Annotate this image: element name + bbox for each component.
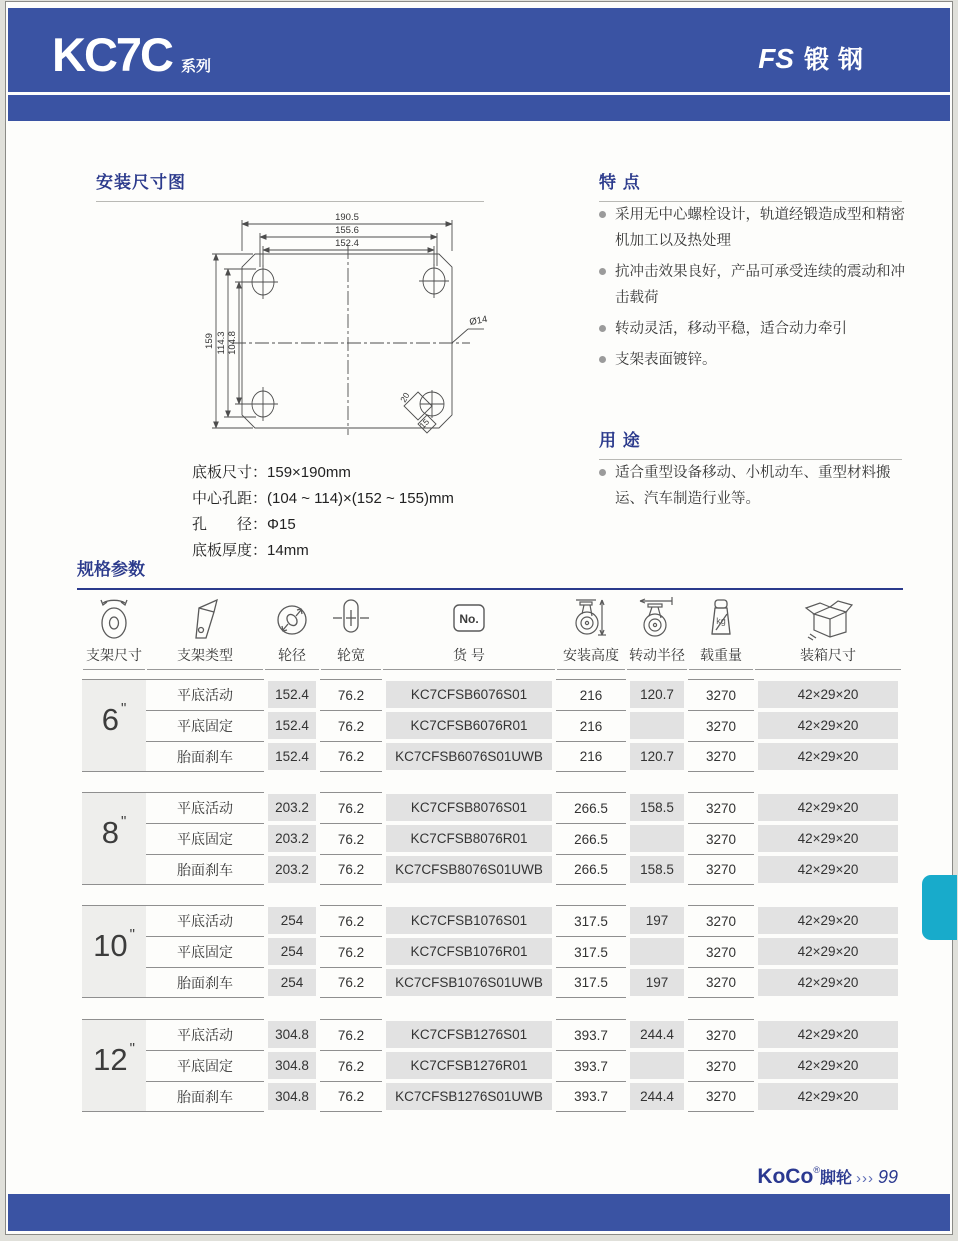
bracket-type-cell: 平底固定	[146, 936, 264, 967]
col-bracket-type	[147, 592, 263, 670]
value-cell: 42×29×20	[758, 969, 898, 996]
col-label: 装箱尺寸	[800, 647, 856, 663]
col-label: 支架尺寸	[86, 647, 142, 663]
dim-top-3: 152.4	[335, 238, 359, 249]
col-label: 轮径	[278, 647, 306, 663]
header-subband	[8, 95, 950, 121]
spec-value: (104 ~ 114)×(152 ~ 155)mm	[267, 490, 454, 507]
bracket-type-cell: 平底固定	[146, 823, 264, 854]
value-cell: 76.2	[320, 854, 382, 885]
bullet-dot-icon	[599, 469, 606, 476]
catalog-page	[5, 1, 953, 1235]
bracket-type-cell: 胎面刹车	[146, 1081, 264, 1112]
mounting-height-icon	[568, 593, 614, 643]
brand-suffix: 脚轮	[819, 1170, 852, 1187]
value-cell: 152.4	[268, 743, 316, 770]
col-turning-radius	[627, 592, 687, 670]
dim-top-1: 190.5	[335, 212, 359, 223]
dim-left-3: 104.8	[227, 331, 238, 355]
load-capacity-icon	[700, 593, 742, 643]
value-cell: 3270	[688, 1050, 754, 1081]
col-label: 转动半径	[629, 647, 685, 663]
value-cell: 304.8	[268, 1052, 316, 1079]
value-cell: 203.2	[268, 825, 316, 852]
bracket-type-cell: 平底活动	[146, 679, 264, 710]
value-cell	[630, 825, 684, 852]
spec-label: 中心孔距：	[192, 490, 268, 507]
value-cell: 203.2	[268, 794, 316, 821]
col-load-capacity	[689, 592, 753, 670]
dim-top-2: 155.6	[335, 225, 359, 236]
bullet-text: 支架表面镀锌。	[615, 352, 717, 368]
svg-text:kg: kg	[716, 616, 726, 626]
value-cell: 317.5	[556, 905, 626, 936]
bracket-type-cell: 胎面刹车	[146, 854, 264, 885]
col-label: 支架类型	[177, 647, 233, 663]
value-cell: KC7CFSB1076S01	[386, 907, 552, 934]
value-cell: 76.2	[320, 1019, 382, 1050]
value-cell: KC7CFSB1076R01	[386, 938, 552, 965]
spec-group-6in	[82, 679, 902, 772]
value-cell: 197	[630, 969, 684, 996]
bullet-text: 采用无中心螺栓设计，轨道经锻造成型和精密机加工以及热处理	[615, 207, 905, 249]
spec-group-8in	[82, 792, 902, 885]
section-title-features: 特 点	[599, 168, 902, 202]
value-cell: 3270	[688, 792, 754, 823]
value-cell: 393.7	[556, 1050, 626, 1081]
value-cell: 42×29×20	[758, 1021, 898, 1048]
value-cell: 317.5	[556, 936, 626, 967]
value-cell: KC7CFSB8076S01UWB	[386, 856, 552, 883]
value-cell: 76.2	[320, 710, 382, 741]
spec-label: 孔 径：	[192, 516, 268, 533]
bracket-type-cell: 平底活动	[146, 792, 264, 823]
group-size-label: 10 "	[82, 905, 146, 998]
bullet-dot-icon	[599, 268, 606, 275]
value-cell: 3270	[688, 823, 754, 854]
plate-spec-line	[192, 512, 454, 538]
col-label: 载重量	[700, 647, 742, 663]
value-cell: 42×29×20	[758, 681, 898, 708]
value-cell: 42×29×20	[758, 794, 898, 821]
section-title-applications: 用 途	[599, 426, 902, 460]
bullet-dot-icon	[599, 356, 606, 363]
value-cell: 216	[556, 710, 626, 741]
value-cell: KC7CFSB1076S01UWB	[386, 969, 552, 996]
value-cell: 244.4	[630, 1083, 684, 1110]
bullet-item	[599, 316, 907, 342]
value-cell: 76.2	[320, 823, 382, 854]
footer-band	[8, 1194, 950, 1231]
col-carton-size	[755, 592, 901, 670]
plate-spec-line	[192, 486, 454, 512]
value-cell	[630, 1052, 684, 1079]
value-cell	[630, 938, 684, 965]
swivel-size-icon	[93, 593, 135, 643]
hole-dia-label: Ø14	[468, 314, 489, 328]
hole-dia-leader	[452, 329, 468, 343]
bullet-text: 适合重型设备移动、小机动车、重型材料搬运、汽车制造行业等。	[615, 465, 891, 507]
value-cell	[630, 712, 684, 739]
value-cell: 76.2	[320, 905, 382, 936]
value-cell: 3270	[688, 710, 754, 741]
value-cell: 42×29×20	[758, 1083, 898, 1110]
value-cell: 76.2	[320, 936, 382, 967]
value-cell: 3270	[688, 1019, 754, 1050]
bracket-type-cell: 平底活动	[146, 905, 264, 936]
value-cell: 266.5	[556, 854, 626, 885]
value-cell: 3270	[688, 741, 754, 772]
value-cell: 266.5	[556, 823, 626, 854]
value-cell: KC7CFSB1276R01	[386, 1052, 552, 1079]
value-cell: 158.5	[630, 856, 684, 883]
col-label: 货 号	[453, 647, 485, 663]
brand-logo: KoCo	[757, 1165, 814, 1188]
value-cell: 3270	[688, 967, 754, 998]
bracket-type-cell: 胎面刹车	[146, 967, 264, 998]
bullet-text: 抗冲击效果良好，产品可承受连续的震动和冲击载荷	[615, 264, 905, 306]
value-cell: 152.4	[268, 712, 316, 739]
value-cell: 254	[268, 907, 316, 934]
value-cell: 304.8	[268, 1021, 316, 1048]
spec-label: 底板尺寸：	[192, 464, 268, 481]
header-band	[8, 8, 950, 92]
slot-dim-15: 15	[417, 416, 432, 431]
value-cell: 393.7	[556, 1019, 626, 1050]
spec-value: 159×190mm	[267, 464, 351, 481]
value-cell: 393.7	[556, 1081, 626, 1112]
group-size-label: 8 "	[82, 792, 146, 885]
spec-label: 底板厚度：	[192, 542, 268, 559]
value-cell: 76.2	[320, 1081, 382, 1112]
turning-radius-icon	[634, 593, 680, 643]
value-cell: 42×29×20	[758, 1052, 898, 1079]
part-number-icon	[446, 593, 492, 643]
value-cell: 42×29×20	[758, 743, 898, 770]
footer-logo-line	[757, 1165, 898, 1189]
value-cell: 197	[630, 907, 684, 934]
svg-text:No.: No.	[459, 612, 479, 626]
bullet-item	[599, 347, 907, 373]
value-cell: KC7CFSB8076R01	[386, 825, 552, 852]
group-size-label: 12 "	[82, 1019, 146, 1112]
value-cell: KC7CFSB6076R01	[386, 712, 552, 739]
col-label: 安装高度	[563, 647, 619, 663]
spec-value: 14mm	[267, 542, 309, 559]
bullet-item	[599, 259, 907, 311]
value-cell: 76.2	[320, 741, 382, 772]
material-title	[758, 40, 872, 76]
dim-left-2: 114.3	[216, 331, 227, 355]
material-code: FS	[758, 43, 794, 74]
value-cell: 244.4	[630, 1021, 684, 1048]
value-cell: 76.2	[320, 967, 382, 998]
bullet-dot-icon	[599, 325, 606, 332]
plate-spec-list	[192, 460, 454, 564]
carton-size-icon	[800, 593, 856, 643]
value-cell: KC7CFSB6076S01	[386, 681, 552, 708]
col-part-number	[383, 592, 555, 670]
wheel-diameter-icon	[271, 593, 313, 643]
value-cell: 120.7	[630, 681, 684, 708]
value-cell: 3270	[688, 1081, 754, 1112]
section-title-installation: 安装尺寸图	[96, 168, 484, 202]
value-cell: 317.5	[556, 967, 626, 998]
value-cell: KC7CFSB1276S01UWB	[386, 1083, 552, 1110]
value-cell: 304.8	[268, 1083, 316, 1110]
installation-dimension-drawing	[134, 207, 534, 459]
value-cell: KC7CFSB1276S01	[386, 1021, 552, 1048]
value-cell: 216	[556, 741, 626, 772]
col-wheel-width	[321, 592, 381, 670]
col-wheel-diameter	[265, 592, 319, 670]
bracket-type-icon	[184, 593, 226, 643]
value-cell: KC7CFSB6076S01UWB	[386, 743, 552, 770]
wheel-width-icon	[330, 593, 372, 643]
col-label: 轮宽	[337, 647, 365, 663]
value-cell: 42×29×20	[758, 938, 898, 965]
slot-dim-20: 20	[398, 390, 412, 404]
value-cell: 120.7	[630, 743, 684, 770]
features-list	[599, 202, 907, 378]
spec-table-header	[82, 592, 902, 670]
col-bracket-size	[83, 592, 145, 670]
spec-value: Φ15	[267, 516, 296, 533]
plate-spec-line	[192, 460, 454, 486]
section-title-specs: 规格参数	[77, 555, 903, 590]
material-label: 锻钢	[803, 46, 872, 74]
col-mounting-height	[557, 592, 625, 670]
value-cell: 254	[268, 969, 316, 996]
arrows-glyph: ›››	[855, 1170, 874, 1187]
value-cell: 254	[268, 938, 316, 965]
bullet-item	[599, 460, 907, 512]
series-title	[52, 27, 211, 82]
bullet-item	[599, 202, 907, 254]
value-cell: 3270	[688, 679, 754, 710]
value-cell: 216	[556, 679, 626, 710]
value-cell: 266.5	[556, 792, 626, 823]
series-code: KC7C	[52, 28, 172, 81]
value-cell: 3270	[688, 905, 754, 936]
value-cell: KC7CFSB8076S01	[386, 794, 552, 821]
group-size-label: 6 "	[82, 679, 146, 772]
spec-group-10in	[82, 905, 902, 998]
value-cell: 3270	[688, 854, 754, 885]
hole-top-right	[419, 264, 449, 298]
value-cell: 42×29×20	[758, 825, 898, 852]
series-label: 系列	[180, 58, 211, 75]
bracket-type-cell: 平底固定	[146, 1050, 264, 1081]
bracket-type-cell: 平底固定	[146, 710, 264, 741]
value-cell: 152.4	[268, 681, 316, 708]
registered-mark: ®	[813, 1165, 820, 1175]
value-cell: 158.5	[630, 794, 684, 821]
spec-group-12in	[82, 1019, 902, 1112]
applications-list	[599, 460, 907, 517]
dim-left-1: 159	[204, 333, 215, 349]
section-index-tab[interactable]	[922, 875, 957, 940]
value-cell: 203.2	[268, 856, 316, 883]
bracket-type-cell: 平底活动	[146, 1019, 264, 1050]
value-cell: 42×29×20	[758, 856, 898, 883]
bullet-text: 转动灵活，移动平稳，适合动力牵引	[615, 321, 847, 337]
bracket-type-cell: 胎面刹车	[146, 741, 264, 772]
bullet-dot-icon	[599, 211, 606, 218]
value-cell: 3270	[688, 936, 754, 967]
value-cell: 76.2	[320, 679, 382, 710]
page-number: 99	[877, 1167, 898, 1187]
value-cell: 42×29×20	[758, 907, 898, 934]
value-cell: 76.2	[320, 1050, 382, 1081]
value-cell: 76.2	[320, 792, 382, 823]
value-cell: 42×29×20	[758, 712, 898, 739]
